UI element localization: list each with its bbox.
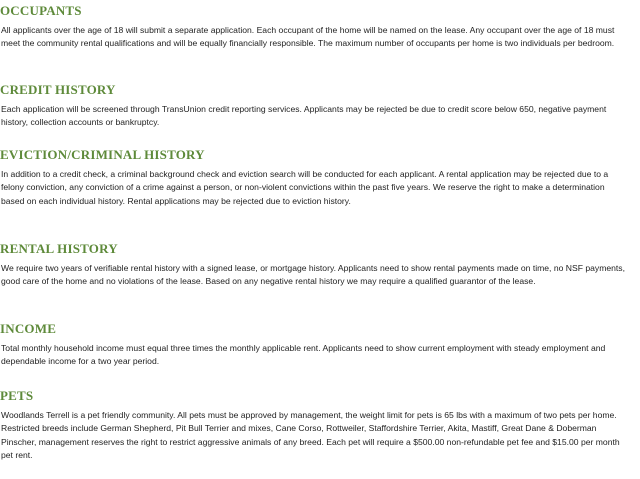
section-body-rental-history: We require two years of verifiable rental history with a signed lease, or mortgage history. Applicants need to show rental payments made on time, no NSF payments, good care of the home and no violations of the lease. Based on any negative rental history we may require a qualified guarantor of the lease. bbox=[1, 263, 625, 287]
section-heading-eviction-criminal-history: EVICTION/CRIMINAL HISTORY bbox=[0, 147, 205, 162]
section-heading-income: INCOME bbox=[0, 321, 57, 336]
section-occupants bbox=[0, 3, 626, 51]
section-body-pets: Woodlands Terrell is a pet friendly community. All pets must be approved by management, the weight limit for pets is 65 lbs with a maximum of two pets per home. Restricted breeds include German Shepherd, Pit Bull Terrier and mixes, Cane Corso, Rottweiler, Staffordshire Terrier, Akita, Mastiff, Great Dane & Doberman Pinscher, management reserves the right to restrict aggressive animals of any breed. Each pet will require a $500.00 non-refundable pet fee and $15.00 per month pet rent. bbox=[1, 410, 620, 460]
section-pets bbox=[0, 388, 626, 462]
section-rental-history bbox=[0, 241, 626, 289]
section-body-eviction-criminal-history: In addition to a credit check, a criminal background check and eviction search will be conducted for each applicant. A rental application may be rejected due to a felony conviction, any conviction of a crime against a person, or non-violent convictions within the past five years. We reserve the right to make a determination based on each individual history. Rental applications may be rejected due to eviction history. bbox=[1, 169, 609, 206]
section-income bbox=[0, 321, 626, 369]
section-eviction-criminal-history bbox=[0, 147, 626, 208]
section-heading-credit-history: CREDIT HISTORY bbox=[0, 82, 116, 97]
section-heading-occupants: OCCUPANTS bbox=[0, 3, 82, 18]
section-credit-history bbox=[0, 82, 626, 130]
section-body-credit-history: Each application will be screened through TransUnion credit reporting services. Applicants may be rejected be due to credit score below 650, negative payment history, collection accounts or bankruptcy. bbox=[1, 104, 607, 128]
section-body-occupants: All applicants over the age of 18 will submit a separate application. Each occupant of the home will be named on the lease. Any occupant over the age of 18 must meet the community rental qualifications and will be equally financially responsible. The maximum number of occupants per home is two individuals per bedroom. bbox=[1, 25, 615, 49]
section-heading-pets: PETS bbox=[0, 388, 34, 403]
section-heading-rental-history: RENTAL HISTORY bbox=[0, 241, 118, 256]
section-body-income: Total monthly household income must equal three times the monthly applicable rent. Applicants need to show current employment with steady employment and dependable income for a two year period. bbox=[1, 343, 606, 367]
